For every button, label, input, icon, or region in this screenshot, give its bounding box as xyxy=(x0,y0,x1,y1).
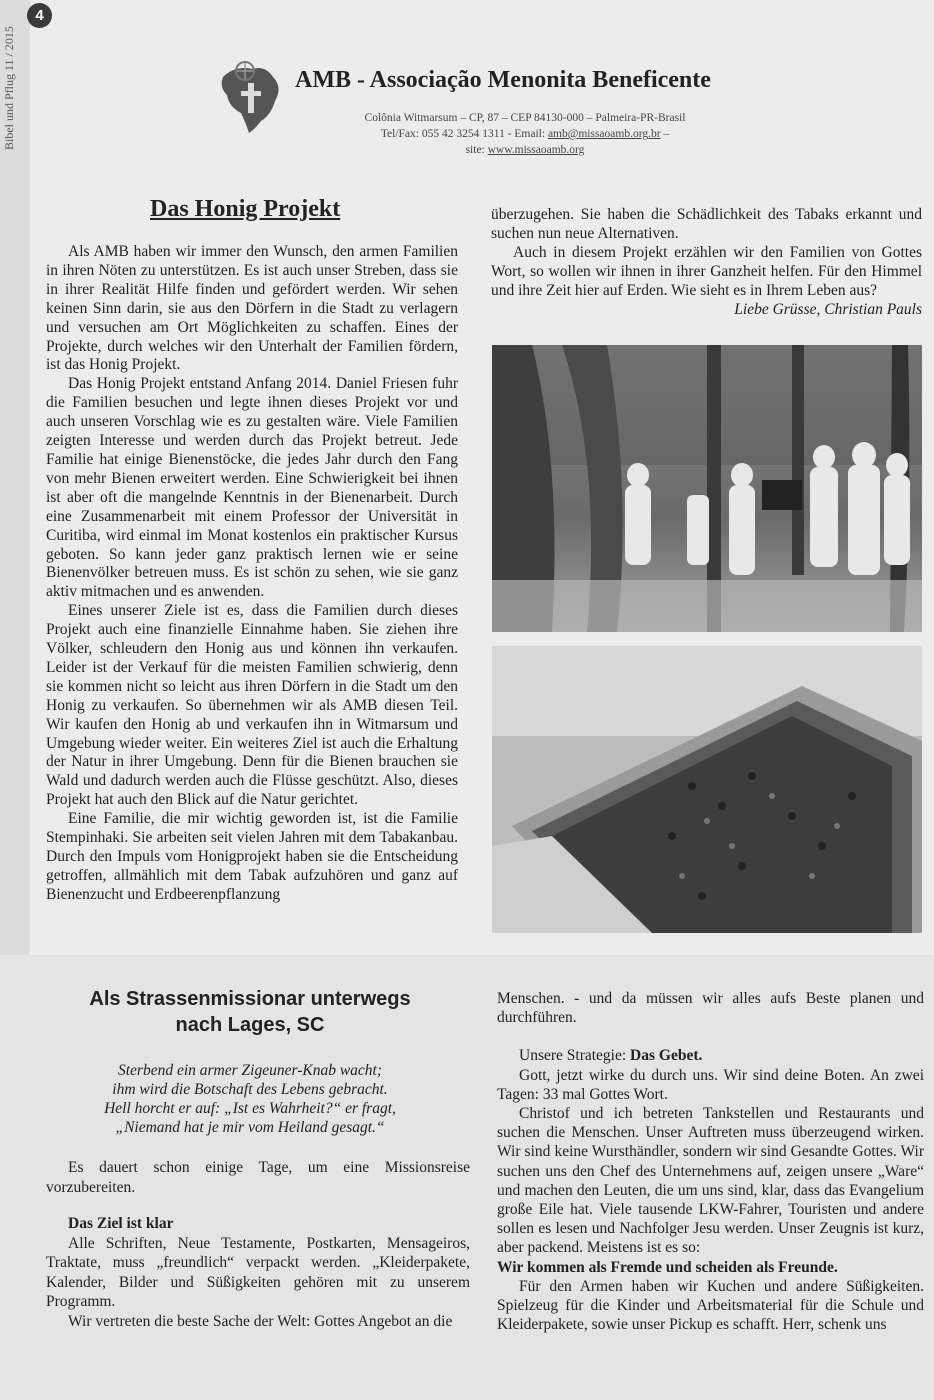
article1-paragraph-4: Eine Familie, die mir wichtig geworden ist, ist die Familie Stempinhaki. Sie arbeiten seit vielen Jahren mit dem Tabakanbau. Durch den Impuls vom Honigprojekt haben sie die Entscheidung getroffen, allmählich mit dem Tabak aufzuhören und ganz auf Bienenzucht und Erdbeerenpflanzung xyxy=(46,810,458,903)
article1-paragraph-6: Auch in diesem Projekt erzählen wir den Familien von Gottes Wort, so wollen wir ihnen in ihrer Ganzheit helfen. Für den Himmel und ihre Zeit hier auf Erden. Wie sieht es in Ihrem Leben aus? xyxy=(491,243,922,299)
title-line-1: Als Strassenmissionar unterwegs xyxy=(89,988,411,1010)
beekeepers-photo xyxy=(492,345,922,632)
article2-paragraph-6 xyxy=(497,1104,924,1277)
strategy-label: Unsere Strategie: xyxy=(519,1047,631,1065)
beehive-frame-photo xyxy=(492,646,922,933)
strategy-bold: Das Gebet. xyxy=(630,1047,703,1065)
email-link[interactable]: amb@missaoamb.org.br xyxy=(547,128,661,140)
article2-paragraph-6-text: Christof und ich betreten Tankstellen und Restaurants und suchen die Menschen. Unser Auftreten muss überzeugend wirken. Wir sind keine Wursthändler, sondern wir sind Gesandte Gottes. Wir suchen uns den Chef des Unternehmens auf, zeigen unsere „Ware“ und machen den Leuten, die um uns sind, klar, dass das Evangelium große Eile hat. Viele tausende LKW-Fahrer, Touristen und andere sollen es lesen und Nachfolger Jesu werden. Unser Zeugnis ist kurz, aber packend. Meistens ist es so: xyxy=(497,1105,924,1257)
article2-paragraph-3: Wir vertreten die beste Sache der Welt: Gottes Angebot an die xyxy=(68,1312,453,1330)
org-name: AMB - Associação Menonita Beneficente xyxy=(295,67,711,93)
article1-paragraph-3: Eines unserer Ziele ist es, dass die Familien durch dieses Projekt auch eine finanzielle Einnahme haben. Sie ziehen ihre Völker, schleudern den Honig aus und können ihn verkaufen. Leider ist der Verkauf für die meisten Familien schwierig, denn sie kommen nicht so leicht aus ihren Dörfern in die Stadt um den Honig zu verkaufen. So übernehmen wir als AMB diesen Teil. Wir kaufen den Honig ab und verkaufen ihn in Witmarsum und Umgebung wieder weiter. Ein weiteres Ziel ist auch die Erhaltung der Natur in ihrer Umgebung. Denn für die Bienen brauchen sie Wald und dadurch werden auch die Flüsse geschützt. Also, dieses Projekt hat auch den Blick auf die Natur gerichtet. xyxy=(46,602,458,809)
article1-paragraph-5: überzugehen. Sie haben die Schädlichkeit des Tabaks erkannt und suchen nun neue Alternativen. xyxy=(491,206,922,242)
article1-signature: Liebe Grüsse, Christian Pauls xyxy=(734,300,922,318)
address-line: Colônia Witmarsum – CP, 87 – CEP 84130-000 – Palmeira-PR-Brasil xyxy=(364,112,686,124)
article1-right-column xyxy=(491,206,922,319)
page-number-badge: 4 xyxy=(27,3,52,28)
article-title-honig: Das Honig Projekt xyxy=(150,196,341,222)
article2-paragraph-7: Für den Armen haben wir Kuchen und andere Süßigkeiten. Spielzeug für die Kinder und Arbeitsmaterial für die Schule und Kleiderpakete, sowie unser Pickup es schafft. Herr, schenk uns xyxy=(497,1277,924,1334)
article2-right-column xyxy=(497,989,924,1334)
magazine-issue-label: Bibel und Pflug 11 / 2015 xyxy=(2,26,16,150)
amb-logo-icon xyxy=(215,55,290,135)
header xyxy=(215,55,775,160)
title-line-2: nach Lages, SC xyxy=(175,1014,325,1036)
article1-paragraph-1: Als AMB haben wir immer den Wunsch, den armen Familien in ihren Nöten zu unterstützen. Es ist auch unser Streben, dass sie in ihrer Realität Hilfe finden und gefördert werden. Wir sehen keinen Sinn darin, sie aus den Dörfern in die Stadt zu verlagern und versuchen am Ort Möglichkeiten zu schaffen. Eines der Projekte, durch welches wir den Unterhalt der Familien fördern, ist das Honig Projekt. xyxy=(46,243,458,374)
poem-line-1: Sterbend ein armer Zigeuner-Knab wacht; xyxy=(117,1062,382,1079)
site-link[interactable]: www.missaoamb.org xyxy=(487,144,585,156)
poem-line-2: ihm wird die Botschaft des Lebens gebracht. xyxy=(112,1081,388,1098)
article2-paragraph-2: Alle Schriften, Neue Testamente, Postkarten, Mensageiros, Traktate, muss „freundlich“ verpackt werden. „Kleiderpakete, Kalender, Bilder und Süßigkeiten gehören mit zu unserem Programm. xyxy=(46,1234,470,1310)
article2-paragraph-5: Gott, jetzt wirke du durch uns. Wir sind deine Boten. An zwei Tagen: 33 mal Gottes Wort. xyxy=(497,1066,924,1103)
site-line xyxy=(315,142,735,158)
article-title-lages xyxy=(50,986,450,1038)
contact-line xyxy=(315,126,735,142)
article2-paragraph-4: Menschen. - und da müssen wir alles aufs Beste planen und durchführen. xyxy=(497,990,924,1027)
tel-suffix: – xyxy=(660,128,670,140)
tel-text: Tel/Fax: 055 42 3254 1311 - Email: xyxy=(380,128,548,140)
site-label: site: xyxy=(465,144,488,156)
article1-left-column xyxy=(46,243,458,905)
poem-line-3: Hell horcht er auf: „Ist es Wahrheit?“ er fragt, xyxy=(104,1100,396,1117)
poem xyxy=(60,1061,440,1137)
poem-line-4: „Niemand hat je mir vom Heiland gesagt.“ xyxy=(115,1119,385,1136)
article2-subhead: Das Ziel ist klar xyxy=(68,1215,174,1232)
article2-paragraph-1: Es dauert schon einige Tage, um eine Missionsreise vorzubereiten. xyxy=(46,1159,470,1196)
article2-left-column xyxy=(46,1158,470,1331)
strategy-line xyxy=(497,1046,924,1065)
article2-paragraph-6-bold: Wir kommen als Fremde und scheiden als Freunde. xyxy=(497,1258,838,1276)
article1-paragraph-2: Das Honig Projekt entstand Anfang 2014. Daniel Friesen fuhr die Familien besuchen und legte ihnen dieses Projekt vor und auch unseren Vorschlag wie es zu gestalten wäre. Viele Familien zeigten Interesse und werden durch das Projekt betreut. Jede Familie hat einige Bienenstöcke, die jedes Jahr durch den Fang von mehr Bienen erweitert werden. Eine Schwierigkeit bei ihnen ist aber oft die mangelnde Kenntnis in der Bienenarbeit. Durch eine Zusammenarbeit mit einem Professor der Universität in Curitiba, wird einmal im Monat kostenlos ein praktischer Kursus geboten. So kann jeder ganz praktisch lernen wie er seine Bienenvölker betreuen muss. Es ist schön zu sehen, wie sie ganz aktiv mitmachen und es anwenden. xyxy=(46,375,458,601)
